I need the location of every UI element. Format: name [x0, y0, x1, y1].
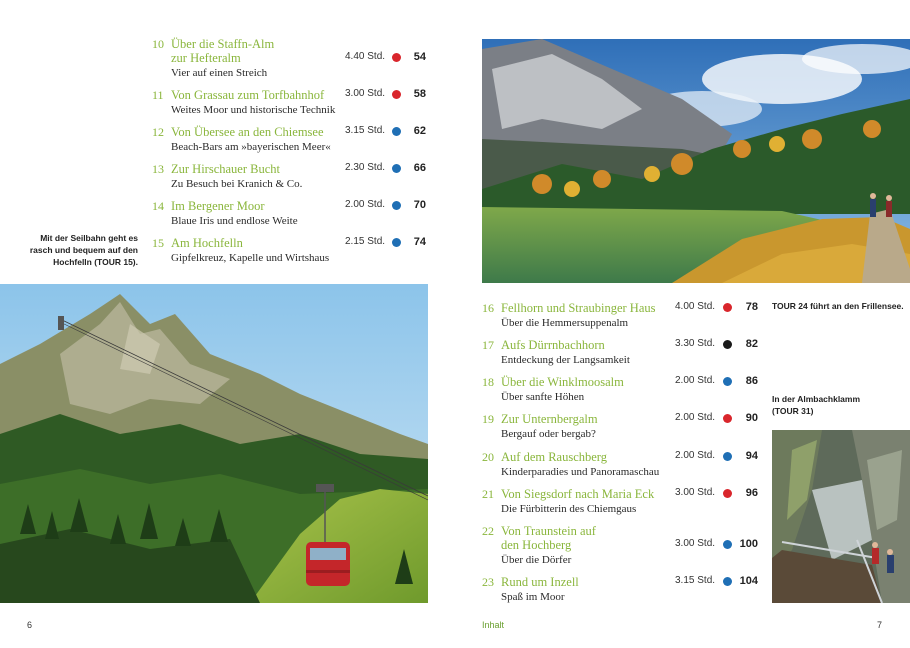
difficulty-dot-icon	[723, 303, 732, 312]
caption-hochfelln: Mit der Seilbahn geht es rasch und bequem auf den Hochfelln (TOUR 15).	[29, 233, 138, 267]
tour-duration: 3.15 Std.	[345, 125, 386, 136]
tour-subtitle: Bergauf oder bergab?	[501, 428, 596, 440]
tour-title[interactable]: Rund um Inzell	[501, 575, 579, 589]
photo-frillensee	[482, 39, 910, 283]
tour-title[interactable]: Zur Unternbergalm	[501, 412, 598, 426]
tour-page-number[interactable]: 78	[745, 301, 758, 313]
tour-title[interactable]: Von Grassau zum Torfbahnhof	[171, 88, 325, 102]
tour-number: 20	[482, 450, 494, 464]
lake-illustration	[482, 39, 910, 283]
tour-number: 18	[482, 375, 494, 389]
caption-frillensee: TOUR 24 führt an den Frillensee.	[772, 301, 904, 311]
tour-entry[interactable]	[482, 487, 758, 519]
footer-section-label: Inhalt	[482, 620, 505, 630]
tour-entry[interactable]	[482, 338, 758, 370]
tour-subtitle: Beach-Bars am »bayerischen Meer«	[171, 141, 331, 153]
tour-title[interactable]: Auf dem Rauschberg	[501, 450, 607, 464]
tour-duration: 2.00 Std.	[675, 412, 716, 423]
tour-title[interactable]: Über die Winklmoosalm	[501, 375, 624, 389]
tour-subtitle: Blaue Iris und endlose Weite	[171, 215, 298, 227]
tour-entry[interactable]	[482, 301, 758, 333]
tour-page-number[interactable]: 74	[413, 236, 426, 248]
tour-entry[interactable]	[482, 412, 758, 444]
difficulty-dot-icon	[723, 540, 732, 549]
tour-entry[interactable]	[482, 524, 758, 570]
tour-entry[interactable]	[482, 450, 758, 482]
tour-title[interactable]: Von Übersee an den Chiemsee	[171, 125, 324, 139]
tour-subtitle: Vier auf einen Streich	[171, 67, 268, 79]
tour-duration: 3.00 Std.	[675, 538, 716, 549]
difficulty-dot-icon	[723, 489, 732, 498]
tour-entry[interactable]	[482, 575, 758, 607]
tour-page-number[interactable]: 94	[745, 450, 758, 462]
tour-subtitle: Zu Besuch bei Kranich & Co.	[171, 178, 303, 190]
tour-duration: 2.00 Std.	[675, 375, 716, 386]
tour-entry[interactable]	[152, 236, 428, 268]
tour-page-number[interactable]: 54	[413, 51, 426, 63]
tour-entry[interactable]	[152, 37, 428, 83]
tour-number: 21	[482, 487, 494, 501]
tour-duration: 4.40 Std.	[345, 51, 386, 62]
tour-number: 19	[482, 412, 494, 426]
tour-title[interactable]: Am Hochfelln	[171, 236, 243, 250]
difficulty-dot-icon	[723, 414, 732, 423]
tour-subtitle: Über die Hemmersuppenalm	[501, 317, 629, 329]
tour-entry[interactable]	[152, 199, 428, 231]
tour-page-number[interactable]: 90	[745, 412, 758, 424]
tour-number: 15	[152, 236, 164, 250]
tour-subtitle: Weites Moor und historische Technik	[171, 104, 336, 116]
tour-subtitle: Kinderparadies und Panoramaschau	[501, 466, 660, 478]
tour-page-number[interactable]: 104	[739, 575, 758, 587]
tour-page-number[interactable]: 82	[745, 338, 758, 350]
tour-title[interactable]: den Hochberg	[501, 538, 572, 552]
tour-page-number[interactable]: 58	[413, 88, 426, 100]
tour-number: 23	[482, 575, 494, 589]
tour-number: 17	[482, 338, 494, 352]
tour-title[interactable]: zur Hefteralm	[171, 51, 241, 65]
tour-entry[interactable]	[152, 125, 428, 157]
tour-page-number[interactable]: 96	[745, 487, 758, 499]
tour-title[interactable]: Von Siegsdorf nach Maria Eck	[501, 487, 655, 501]
tour-title[interactable]: Fellhorn und Straubinger Haus	[501, 301, 656, 315]
tour-number: 13	[152, 162, 164, 176]
gorge-illustration	[772, 430, 910, 603]
tour-number: 12	[152, 125, 164, 139]
difficulty-dot-icon	[723, 340, 732, 349]
difficulty-dot-icon	[723, 452, 732, 461]
photo-hochfelln-cable-car	[0, 284, 428, 603]
tour-number: 11	[152, 88, 164, 102]
tour-entry[interactable]	[152, 162, 428, 194]
tour-duration: 3.15 Std.	[675, 575, 716, 586]
tour-page-number[interactable]: 86	[745, 375, 758, 387]
tour-page-number[interactable]: 66	[413, 162, 426, 174]
tour-subtitle: Die Fürbitterin des Chiemgaus	[501, 503, 637, 515]
tour-duration: 3.30 Std.	[675, 338, 716, 349]
tour-duration: 4.00 Std.	[675, 301, 716, 312]
tour-title[interactable]: Zur Hirschauer Bucht	[171, 162, 280, 176]
tour-entry[interactable]	[152, 88, 428, 120]
difficulty-dot-icon	[723, 577, 732, 586]
tour-duration: 2.00 Std.	[345, 199, 386, 210]
photo-almbachklamm	[772, 430, 910, 603]
difficulty-dot-icon	[723, 377, 732, 386]
tour-number: 22	[482, 524, 494, 538]
tour-number: 16	[482, 301, 494, 315]
tour-number: 10	[152, 37, 164, 51]
tour-page-number[interactable]: 70	[413, 199, 426, 211]
tour-subtitle: Über die Dörfer	[501, 554, 572, 566]
page-number-right: 7	[877, 620, 883, 630]
cable-car-illustration	[0, 284, 428, 603]
tour-title[interactable]: Von Traunstein auf	[501, 524, 596, 538]
tour-page-number[interactable]: 100	[739, 538, 758, 550]
tour-subtitle: Entdeckung der Langsamkeit	[501, 354, 630, 366]
tour-duration: 2.30 Std.	[345, 162, 386, 173]
tour-duration: 3.00 Std.	[675, 487, 716, 498]
tour-duration: 3.00 Std.	[345, 88, 386, 99]
tour-page-number[interactable]: 62	[413, 125, 426, 137]
caption-almbachklamm: In der Almbachklamm (TOUR 31)	[772, 394, 861, 416]
tour-title[interactable]: Aufs Dürrnbachhorn	[501, 338, 605, 352]
tour-subtitle: Spaß im Moor	[501, 591, 565, 603]
tour-subtitle: Über sanfte Höhen	[501, 391, 585, 403]
tour-number: 14	[152, 199, 164, 213]
tour-entry[interactable]	[482, 375, 758, 407]
tour-title[interactable]: Über die Staffn-Alm	[171, 37, 275, 51]
page-number-left: 6	[27, 620, 33, 630]
tour-duration: 2.15 Std.	[345, 236, 386, 247]
tour-subtitle: Gipfelkreuz, Kapelle und Wirtshaus	[171, 252, 330, 264]
tour-title[interactable]: Im Bergener Moor	[171, 199, 265, 213]
tour-duration: 2.00 Std.	[675, 450, 716, 461]
